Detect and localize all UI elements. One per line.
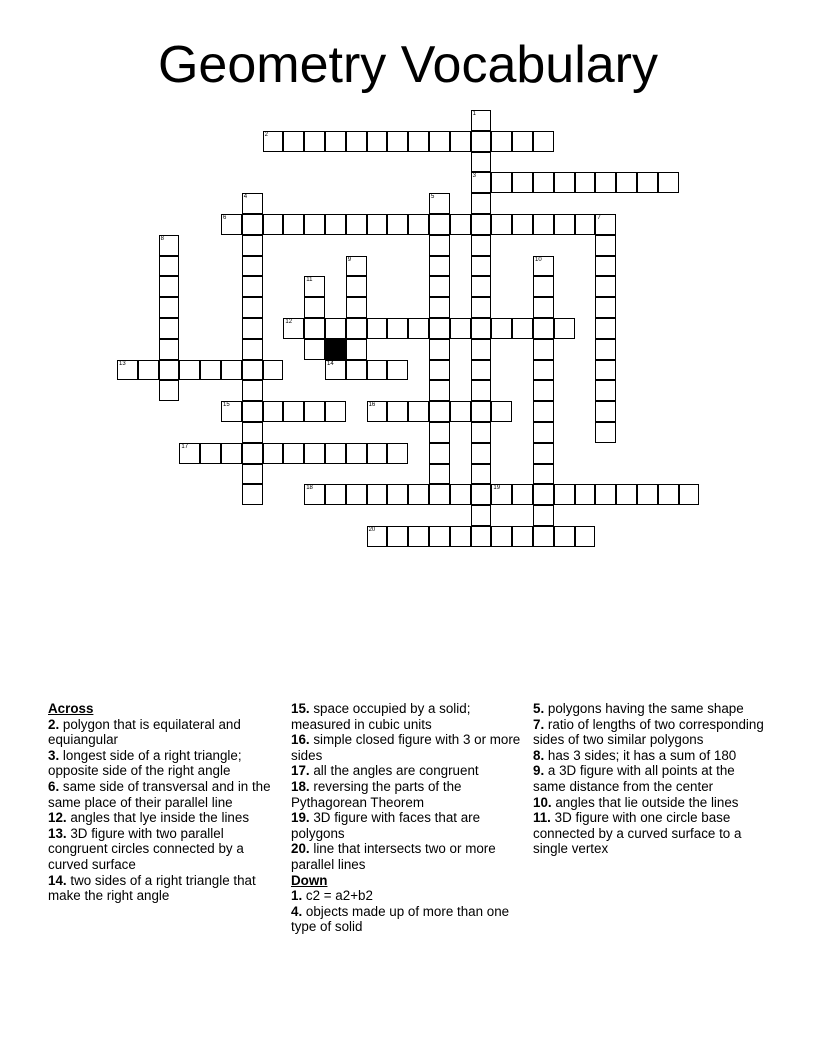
grid-cell[interactable] <box>658 484 679 505</box>
grid-cell[interactable] <box>367 131 388 152</box>
grid-cell[interactable] <box>575 484 596 505</box>
grid-cell[interactable] <box>387 401 408 422</box>
grid-cell[interactable] <box>242 193 263 214</box>
grid-cell[interactable] <box>242 235 263 256</box>
grid-cell[interactable] <box>408 131 429 152</box>
grid-cell[interactable] <box>533 131 554 152</box>
grid-cell[interactable] <box>367 484 388 505</box>
grid-cell[interactable] <box>450 131 471 152</box>
grid-cell[interactable] <box>471 193 492 214</box>
grid-cell[interactable] <box>387 484 408 505</box>
grid-cell[interactable] <box>533 484 554 505</box>
grid-cell[interactable] <box>471 110 492 131</box>
grid-cell[interactable] <box>471 172 492 193</box>
grid-cell[interactable] <box>658 172 679 193</box>
grid-cell[interactable] <box>429 484 450 505</box>
cell-number: 19 <box>493 485 501 492</box>
grid-cell[interactable] <box>242 297 263 318</box>
grid-cell[interactable] <box>533 339 554 360</box>
grid-cell[interactable] <box>325 360 346 381</box>
grid-cell[interactable] <box>512 131 533 152</box>
grid-cell[interactable] <box>554 214 575 235</box>
grid-cell[interactable] <box>471 152 492 173</box>
grid-cell[interactable] <box>263 131 284 152</box>
grid-cell[interactable] <box>554 526 575 547</box>
grid-cell[interactable] <box>471 422 492 443</box>
cell-number: 13 <box>119 360 126 367</box>
grid-cell[interactable] <box>595 318 616 339</box>
grid-cell[interactable] <box>367 526 388 547</box>
grid-cell[interactable] <box>471 318 492 339</box>
grid-cell[interactable] <box>159 256 180 277</box>
grid-cell[interactable] <box>450 401 471 422</box>
clue-down-10: 10. angles that lie outside the lines <box>533 794 739 810</box>
grid-cell[interactable] <box>387 360 408 381</box>
grid-cell[interactable] <box>554 484 575 505</box>
grid-cell[interactable] <box>367 214 388 235</box>
clue-across-6: 6. same side of transversal and in the same place of their parallel line <box>48 778 271 810</box>
grid-cell[interactable] <box>408 401 429 422</box>
grid-cell[interactable] <box>263 360 284 381</box>
grid-cell[interactable] <box>471 214 492 235</box>
grid-cell[interactable] <box>533 443 554 464</box>
cell-number: 5 <box>431 194 435 201</box>
grid-cell[interactable] <box>595 256 616 277</box>
cell-number: 8 <box>160 235 164 242</box>
clue-across-20: 20. line that intersects two or more parallel lines <box>291 841 496 872</box>
grid-cell[interactable] <box>304 401 325 422</box>
grid-cell[interactable] <box>595 297 616 318</box>
grid-cell[interactable] <box>283 214 304 235</box>
grid-cell[interactable] <box>325 214 346 235</box>
grid-cell[interactable] <box>450 526 471 547</box>
grid-cell[interactable] <box>450 318 471 339</box>
grid-cell[interactable] <box>304 318 325 339</box>
grid-cell[interactable] <box>471 505 492 526</box>
cell-number: 16 <box>368 402 376 409</box>
cell-number: 18 <box>306 485 313 492</box>
grid-cell[interactable] <box>387 214 408 235</box>
grid-cell[interactable] <box>595 214 616 235</box>
grid-cell[interactable] <box>471 235 492 256</box>
grid-cell[interactable] <box>159 360 180 381</box>
grid-cell[interactable] <box>221 214 242 235</box>
grid-cell[interactable] <box>408 484 429 505</box>
clues-column-1 <box>48 701 280 904</box>
grid-cell[interactable] <box>242 464 263 485</box>
grid-cell[interactable] <box>346 276 367 297</box>
clue-across-14: 14. two sides of a right triangle that make the right angle <box>48 872 256 904</box>
grid-cell[interactable] <box>283 401 304 422</box>
cell-number: 3 <box>472 173 476 180</box>
grid-cell[interactable] <box>159 235 180 256</box>
grid-cell[interactable] <box>325 318 346 339</box>
grid-cell[interactable] <box>429 339 450 360</box>
grid-cell[interactable] <box>471 360 492 381</box>
grid-cell[interactable] <box>637 484 658 505</box>
grid-cell[interactable] <box>554 172 575 193</box>
grid-cell[interactable] <box>283 318 304 339</box>
grid-cell[interactable] <box>283 443 304 464</box>
grid-cell[interactable] <box>242 276 263 297</box>
grid-cell[interactable] <box>595 380 616 401</box>
cell-number: 1 <box>472 111 476 117</box>
grid-cell[interactable] <box>387 526 408 547</box>
grid-cell[interactable] <box>408 214 429 235</box>
grid-cell[interactable] <box>242 422 263 443</box>
cell-number: 15 <box>223 402 230 409</box>
clue-across-15: 15. space occupied by a solid; measured in cubic units <box>291 701 471 732</box>
cell-number: 20 <box>368 527 376 533</box>
grid-cell[interactable] <box>179 360 200 381</box>
down-heading: Down <box>291 872 328 888</box>
grid-cell[interactable] <box>533 172 554 193</box>
grid-cell[interactable] <box>450 214 471 235</box>
grid-cell[interactable] <box>471 256 492 277</box>
cell-number: 12 <box>285 319 293 325</box>
grid-cell[interactable] <box>491 172 512 193</box>
grid-cell[interactable] <box>429 276 450 297</box>
grid-cell[interactable] <box>595 339 616 360</box>
clue-down-7: 7. ratio of lengths of two corresponding sides of two similar polygons <box>533 716 764 748</box>
grid-cell[interactable] <box>512 172 533 193</box>
grid-cell[interactable] <box>512 484 533 505</box>
grid-cell[interactable] <box>429 235 450 256</box>
grid-cell[interactable] <box>491 484 512 505</box>
page-title: Geometry Vocabulary <box>157 36 659 94</box>
grid-cell[interactable] <box>512 526 533 547</box>
grid-cell[interactable] <box>429 297 450 318</box>
grid-cell[interactable] <box>471 276 492 297</box>
grid-cell[interactable] <box>616 172 637 193</box>
grid-cell[interactable] <box>367 318 388 339</box>
grid-cell[interactable] <box>471 443 492 464</box>
grid-cell[interactable] <box>429 131 450 152</box>
black-cell <box>325 339 346 360</box>
grid-cell[interactable] <box>367 443 388 464</box>
grid-cell[interactable] <box>471 380 492 401</box>
grid-cell[interactable] <box>533 526 554 547</box>
grid-cell[interactable] <box>346 360 367 381</box>
clue-down-11: 11. 3D figure with one circle base connected by a curved surface to a single vertex <box>533 810 742 857</box>
grid-cell[interactable] <box>346 318 367 339</box>
cell-number: 7 <box>597 215 601 221</box>
grid-cell[interactable] <box>491 318 512 339</box>
grid-cell[interactable] <box>595 276 616 297</box>
grid-cell[interactable] <box>450 484 471 505</box>
grid-cell[interactable] <box>595 235 616 256</box>
grid-cell[interactable] <box>387 131 408 152</box>
grid-cell[interactable] <box>325 131 346 152</box>
clue-across-18: 18. reversing the parts of the Pythagorean Theorem <box>291 778 462 810</box>
grid-cell[interactable] <box>263 214 284 235</box>
grid-cell[interactable] <box>533 505 554 526</box>
grid-cell[interactable] <box>159 318 180 339</box>
grid-cell[interactable] <box>595 360 616 381</box>
grid-cell[interactable] <box>304 131 325 152</box>
grid-cell[interactable] <box>325 443 346 464</box>
cell-number: 14 <box>327 360 334 367</box>
grid-cell[interactable] <box>221 443 242 464</box>
grid-cell[interactable] <box>533 318 554 339</box>
clue-down-1: 1. c2 = a2+b2 <box>291 888 373 904</box>
clue-across-19: 19. 3D figure with faces that are polygons <box>291 810 481 841</box>
grid-cell[interactable] <box>679 484 700 505</box>
cell-number: 17 <box>181 443 189 450</box>
grid-cell[interactable] <box>533 297 554 318</box>
grid-cell[interactable] <box>429 422 450 443</box>
grid-cell[interactable] <box>346 214 367 235</box>
grid-cell[interactable] <box>595 484 616 505</box>
clues-column-3 <box>533 701 765 857</box>
clue-across-17: 17. all the angles are congruent <box>291 763 479 779</box>
grid-cell[interactable] <box>242 360 263 381</box>
cell-number: 10 <box>535 256 542 263</box>
grid-cell[interactable] <box>263 443 284 464</box>
clues-section <box>48 701 788 1001</box>
grid-cell[interactable] <box>179 443 200 464</box>
clue-down-5: 5. polygons having the same shape <box>533 701 744 716</box>
cell-number: 6 <box>223 215 227 221</box>
grid-cell[interactable] <box>346 256 367 277</box>
grid-cell[interactable] <box>304 339 325 360</box>
grid-cell[interactable] <box>242 318 263 339</box>
grid-cell[interactable] <box>533 214 554 235</box>
clue-down-9: 9. a 3D figure with all points at the same distance from the center <box>533 763 735 794</box>
grid-cell[interactable] <box>367 360 388 381</box>
grid-cell[interactable] <box>325 484 346 505</box>
grid-cell[interactable] <box>117 360 138 381</box>
grid-cell[interactable] <box>429 214 450 235</box>
grid-cell[interactable] <box>471 484 492 505</box>
grid-cell[interactable] <box>575 172 596 193</box>
grid-cell[interactable] <box>200 360 221 381</box>
grid-cell[interactable] <box>554 318 575 339</box>
clue-down-4: 4. objects made up of more than one type of solid <box>291 903 510 935</box>
cell-number: 4 <box>243 194 248 201</box>
grid-cell[interactable] <box>159 297 180 318</box>
grid-cell[interactable] <box>533 380 554 401</box>
grid-cell[interactable] <box>283 131 304 152</box>
grid-cell[interactable] <box>637 172 658 193</box>
clue-across-3: 3. longest side of a right triangle; opposite side of the right angle <box>48 747 242 779</box>
grid-cell[interactable] <box>533 256 554 277</box>
grid-cell[interactable] <box>471 297 492 318</box>
grid-cell[interactable] <box>595 172 616 193</box>
grid-cell[interactable] <box>429 464 450 485</box>
grid-cell[interactable] <box>471 401 492 422</box>
grid-cell[interactable] <box>263 401 284 422</box>
clue-across-13: 13. 3D figure with two parallel congruent circles connected by a curved surface <box>48 825 244 872</box>
grid-cell[interactable] <box>346 297 367 318</box>
grid-cell[interactable] <box>429 256 450 277</box>
grid-cell[interactable] <box>159 339 180 360</box>
grid-cell[interactable] <box>595 401 616 422</box>
grid-cell[interactable] <box>242 401 263 422</box>
grid-cell[interactable] <box>616 484 637 505</box>
grid-cell[interactable] <box>304 276 325 297</box>
grid-cell[interactable] <box>429 380 450 401</box>
grid-cell[interactable] <box>408 318 429 339</box>
grid-cell[interactable] <box>595 422 616 443</box>
grid-cell[interactable] <box>491 214 512 235</box>
grid-cell[interactable] <box>491 131 512 152</box>
grid-cell[interactable] <box>533 401 554 422</box>
grid-cell[interactable] <box>512 214 533 235</box>
grid-cell[interactable] <box>138 360 159 381</box>
grid-cell[interactable] <box>159 380 180 401</box>
grid-cell[interactable] <box>242 256 263 277</box>
grid-cell[interactable] <box>429 443 450 464</box>
grid-cell[interactable] <box>533 422 554 443</box>
grid-cell[interactable] <box>304 214 325 235</box>
grid-cell[interactable] <box>346 484 367 505</box>
clue-across-2: 2. polygon that is equilateral and equiangular <box>48 716 241 748</box>
grid-cell[interactable] <box>242 380 263 401</box>
grid-cell[interactable] <box>575 526 596 547</box>
grid-cell[interactable] <box>346 131 367 152</box>
cell-number: 9 <box>347 256 352 263</box>
grid-cell[interactable] <box>533 360 554 381</box>
clue-across-12: 12. angles that lye inside the lines <box>48 810 250 826</box>
grid-cell[interactable] <box>471 339 492 360</box>
grid-cell[interactable] <box>242 443 263 464</box>
grid-cell[interactable] <box>304 297 325 318</box>
grid-cell[interactable] <box>429 318 450 339</box>
grid-cell[interactable] <box>242 214 263 235</box>
grid-cell[interactable] <box>491 526 512 547</box>
grid-cell[interactable] <box>387 318 408 339</box>
grid-cell[interactable] <box>491 401 512 422</box>
grid-cell[interactable] <box>533 276 554 297</box>
clues-column-2 <box>291 701 523 935</box>
grid-cell[interactable] <box>387 443 408 464</box>
grid-cell[interactable] <box>325 401 346 422</box>
grid-cell[interactable] <box>471 131 492 152</box>
grid-cell[interactable] <box>575 214 596 235</box>
grid-cell[interactable] <box>533 464 554 485</box>
grid-cell[interactable] <box>200 443 221 464</box>
grid-cell[interactable] <box>471 464 492 485</box>
grid-cell[interactable] <box>429 401 450 422</box>
cell-number: 11 <box>306 277 313 284</box>
grid-cell[interactable] <box>346 443 367 464</box>
grid-cell[interactable] <box>221 401 242 422</box>
grid-cell[interactable] <box>159 276 180 297</box>
grid-cell[interactable] <box>429 526 450 547</box>
grid-cell[interactable] <box>304 484 325 505</box>
grid-cell[interactable] <box>429 360 450 381</box>
grid-cell[interactable] <box>429 193 450 214</box>
grid-cell[interactable] <box>346 339 367 360</box>
grid-cell[interactable] <box>367 401 388 422</box>
grid-cell[interactable] <box>242 339 263 360</box>
clue-down-8: 8. has 3 sides; it has a sum of 180 <box>533 747 737 763</box>
cell-number: 2 <box>264 131 268 138</box>
grid-cell[interactable] <box>242 484 263 505</box>
grid-cell[interactable] <box>512 318 533 339</box>
grid-cell[interactable] <box>471 526 492 547</box>
clue-across-16: 16. simple closed figure with 3 or more sides <box>291 732 521 763</box>
grid-cell[interactable] <box>304 443 325 464</box>
grid-cell[interactable] <box>408 526 429 547</box>
grid-cell[interactable] <box>221 360 242 381</box>
across-heading: Across <box>48 701 94 716</box>
